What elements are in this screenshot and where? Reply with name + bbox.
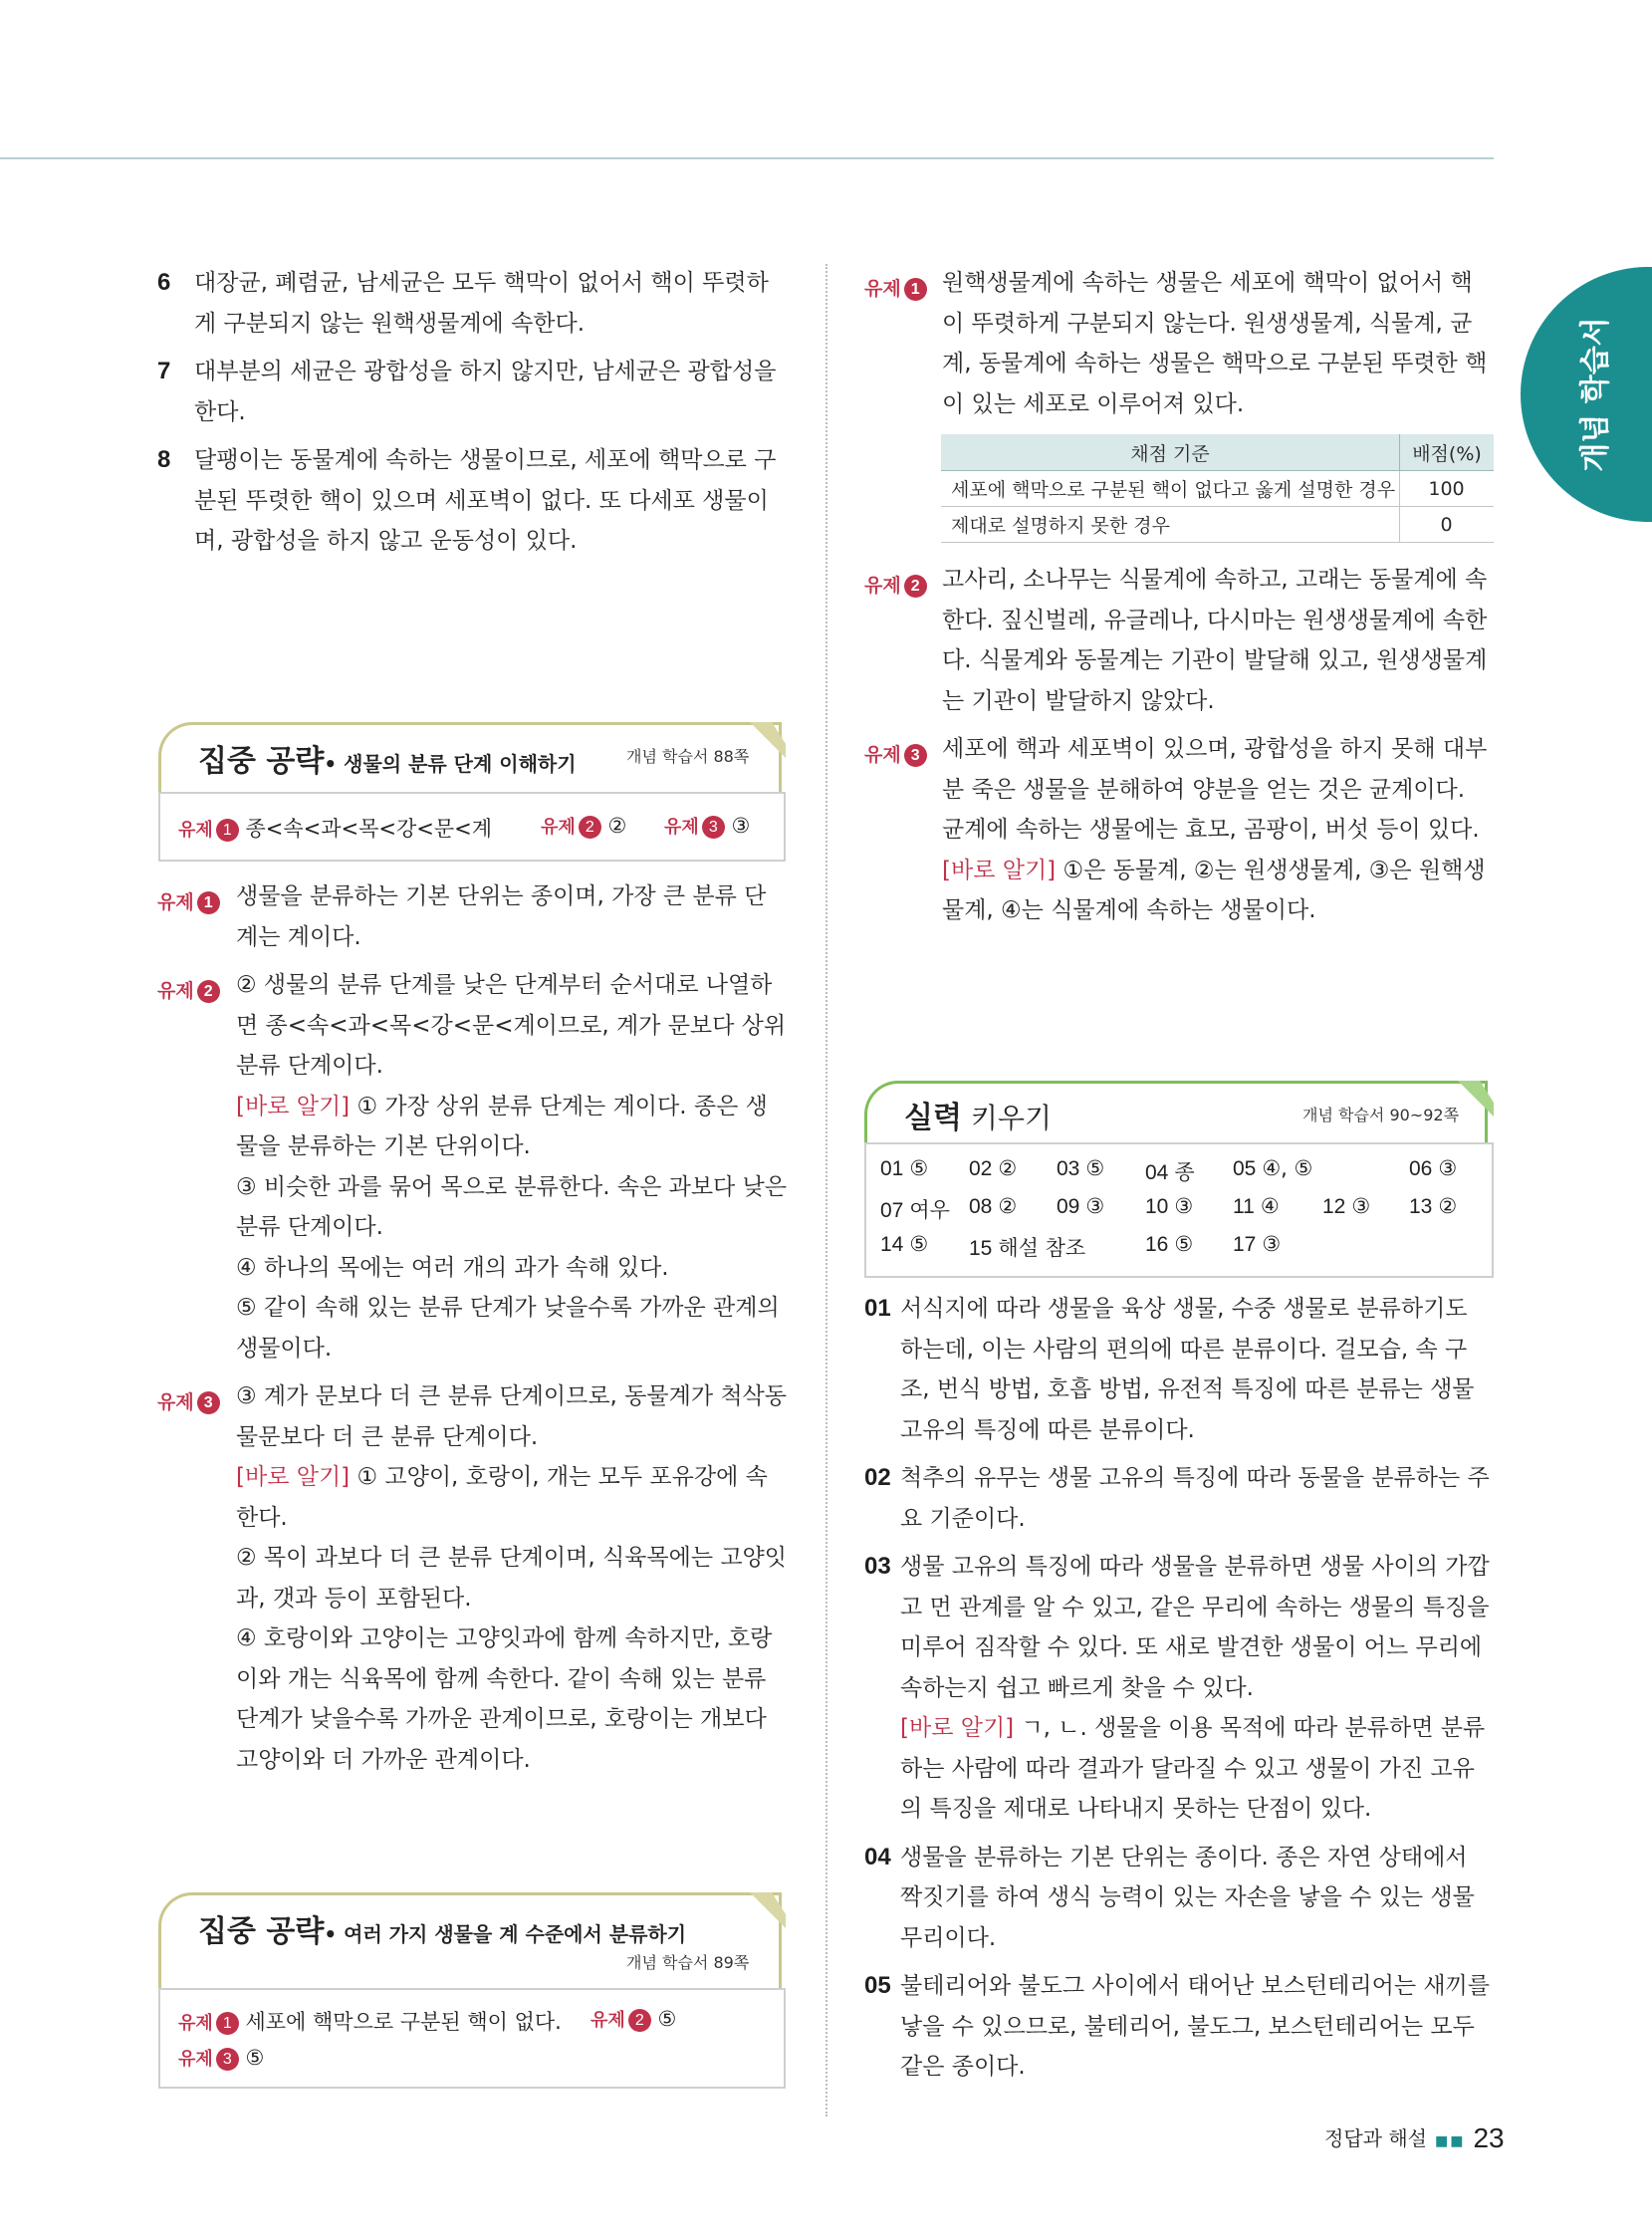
explanation-item: 유제 1 원핵생물계에 속하는 생물은 세포에 핵막이 없어서 핵이 뚜렷하게 구분되지 않는다. 원생생물계, 식물계, 균계, 동물계에 속하는 생물은 핵막으로 구분된 뚜렷한 핵이 있는 세포로 이루어져 있다. [864,270,1488,417]
explanation-item: 유제 1 생물을 분류하는 기본 단위는 종이며, 가장 큰 분류 단계는 계이다. [157,883,767,950]
box-ref: 개념 학습서 89쪽 [626,1953,750,1972]
left-items [157,263,787,570]
box-corner-fold [1458,1081,1494,1117]
box-ref: 개념 학습서 88쪽 [626,747,750,766]
answer-item: 15 해설 참조 [969,1236,1086,1260]
answer-item: 05 ④, ⑤ [1233,1156,1313,1180]
footer-dots-icon: ■■ [1434,2133,1466,2149]
explanation-item: 유제 2 고사리, 소나무는 식물계에 속하고, 고래는 동물계에 속한다. 짚신벌레, 유글레나, 다시마는 원생생물계에 속한다. 식물계와 동물계는 기관이 발달해 있고, 원생생물계는 기관이 발달하지 않았다. [864,567,1488,714]
answer-item: 유제 2 ② [541,814,627,838]
page-footer [1324,2122,1505,2154]
answer-item: 10 ③ [1145,1194,1194,1218]
table-header: 배점(%) [1400,434,1495,471]
box-title: 집중 공략 [198,1914,325,1949]
column-divider [826,264,827,2116]
box-title: 실력 [904,1101,962,1135]
header-rule [0,157,1494,159]
answer-item: 11 ④ [1233,1194,1280,1218]
answer-item: 13 ② [1409,1194,1458,1218]
focus-box-1 [158,722,786,860]
scoring-table [941,434,1494,543]
box1-explanations [157,876,787,1788]
right-items [864,1289,1494,2096]
list-item: 7 대부분의 세균은 광합성을 하지 않지만, 남세균은 광합성을 한다. [157,358,777,425]
box-subtitle: • 생물의 분류 단계 이해하기 [324,752,577,776]
answer-item: 16 ⑤ [1145,1232,1194,1256]
list-item: 05 불테리어와 불도그 사이에서 태어난 보스턴테리어는 새끼를 낳을 수 있으므로, 불테리어, 불도그, 보스턴테리어는 모두 같은 종이다. [864,1972,1491,2080]
side-tab-label: 개념 학습서 [1578,317,1613,472]
answer-item: 08 ② [969,1194,1018,1218]
box-ref: 개념 학습서 90~92쪽 [1302,1106,1460,1124]
explanation-item: 유제 3 ③ 계가 문보다 더 큰 분류 단계이므로, 동물계가 척삭동물문보다 더 큰 분류 단계이다. [바로 알기] ① 고양이, 호랑이, 개는 모두 포유강에 속한다. ② 목이 과보다 더 큰 분류 단계이며, 식육목에는 고양잇과, 갯과 등이 포함된다. ④ 호랑이와 고양이는 고양잇과에 함께 속하지만, 호랑이와 개는 식육목에 함께 속한다. 같이 속해 있는 분류 단계가 낮을수록 가까운 관계이므로, 호랑이는 개보다 고양이와 더 가까운 관계이다. [157,1383,787,1773]
answer-item: 유제 3 ⑤ [178,2046,265,2070]
list-item: 02 척추의 유무는 생물 고유의 특징에 따라 동물을 분류하는 주요 기준이다. [864,1464,1490,1532]
answer-item: 06 ③ [1409,1156,1458,1180]
box-subtitle: • 여러 가지 생물을 계 수준에서 분류하기 [324,1922,687,1946]
answer-grid [864,1142,1494,1278]
list-item: 8 달팽이는 동물계에 속하는 생물이므로, 세포에 핵막으로 구분된 뚜렷한 핵이 있으며 세포벽이 없다. 또 다세포 생물이며, 광합성을 하지 않고 운동성이 있다. [157,446,777,554]
right-top-1 [864,263,1494,432]
table-header: 채점 기준 [941,434,1400,471]
footer-label: 정답과 해설 [1324,2126,1427,2150]
table-row: 세포에 핵막으로 구분된 핵이 없다고 옳게 설명한 경우 100 [941,471,1494,507]
answer-item: 유제 1 종<속<과<목<강<문<계 [178,817,493,841]
page-number: 23 [1473,2122,1505,2153]
box-corner-fold [750,1892,786,1928]
list-item: 04 생물을 분류하는 기본 단위는 종이다. 종은 자연 상태에서 짝짓기를 하여 생식 능력이 있는 자손을 낳을 수 있는 생물 무리이다. [864,1843,1475,1951]
answer-item: 01 ⑤ [880,1156,929,1180]
answer-item: 유제 1 세포에 핵막으로 구분된 핵이 없다. [178,2010,562,2034]
list-item: 03 생물 고유의 특징에 따라 생물을 분류하면 생물 사이의 가깝고 먼 관계를 알 수 있고, 같은 무리에 속하는 생물의 특징을 미루어 짐작할 수 있다. 또 새로 발견한 생물이 어느 무리에 속하는지 쉽고 빠르게 찾을 수 있다. [바로 알기] ㄱ, ㄴ. 생물을 이용 목적에 따라 분류하면 분류하는 사람에 따라 결과가 달라질 수 있고 생물이 가진 고유의 특징을 제대로 나타내지 못하는 단점이 있다. [864,1553,1490,1822]
table-row: 제대로 설명하지 못한 경우 0 [941,507,1494,543]
answer-item: 02 ② [969,1156,1018,1180]
answer-item: 09 ③ [1057,1194,1105,1218]
explanation-item: 유제 3 세포에 핵과 세포벽이 있으며, 광합성을 하지 못해 대부분 죽은 생물을 분해하여 양분을 얻는 것은 균계이다. 균계에 속하는 생물에는 효모, 곰팡이, 버섯 등이 있다. [바로 알기] ①은 동물계, ②는 원생생물계, ③은 원핵생물계, ④는 식물계에 속하는 생물이다. [864,736,1488,923]
box-corner-fold [750,722,786,758]
right-top-2 [864,560,1494,939]
list-item: 6 대장균, 폐렴균, 남세균은 모두 핵막이 없어서 핵이 뚜렷하게 구분되지 않는 원핵생물계에 속한다. [157,269,769,337]
answer-item: 12 ③ [1322,1194,1371,1218]
answer-item: 04 종 [1145,1160,1195,1184]
explanation-item: 유제 2 ② 생물의 분류 단계를 낮은 단계부터 순서대로 나열하면 종<속<과<목<강<문<계이므로, 계가 문보다 상위 분류 단계이다. [바로 알기] ① 가장 상위 분류 단계는 계이다. 종은 생물을 분류하는 기본 단위이다. ③ 비슷한 과를 묶어 목으로 분류한다. 속은 과보다 낮은 분류 단계이다. ④ 하나의 목에는 여러 개의 과가 속해 있다. ⑤ 같이 속해 있는 분류 단계가 낮을수록 가까운 관계의 생물이다. [157,972,787,1362]
answer-item: 14 ⑤ [880,1232,929,1256]
side-tab[interactable] [1521,267,1652,522]
answer-item: 07 여우 [880,1198,950,1222]
box-title: 집중 공략 [198,744,325,779]
answer-item: 03 ⑤ [1057,1156,1105,1180]
focus-box-2 [158,1892,786,2087]
list-item: 01 서식지에 따라 생물을 육상 생물, 수중 생물로 분류하기도 하는데, 이는 사람의 편의에 따른 분류이다. 걸모습, 속 구조, 번식 방법, 호흡 방법, 유전적 특징에 따른 분류는 생물 고유의 특징에 따른 분류이다. [864,1295,1475,1443]
skill-box [864,1081,1494,1276]
answer-item: 17 ③ [1233,1232,1282,1256]
answer-item: 유제 3 ③ [664,814,751,838]
answer-item: 유제 2 ⑤ [590,2007,677,2031]
box-subtitle: 키우기 [961,1102,1053,1134]
